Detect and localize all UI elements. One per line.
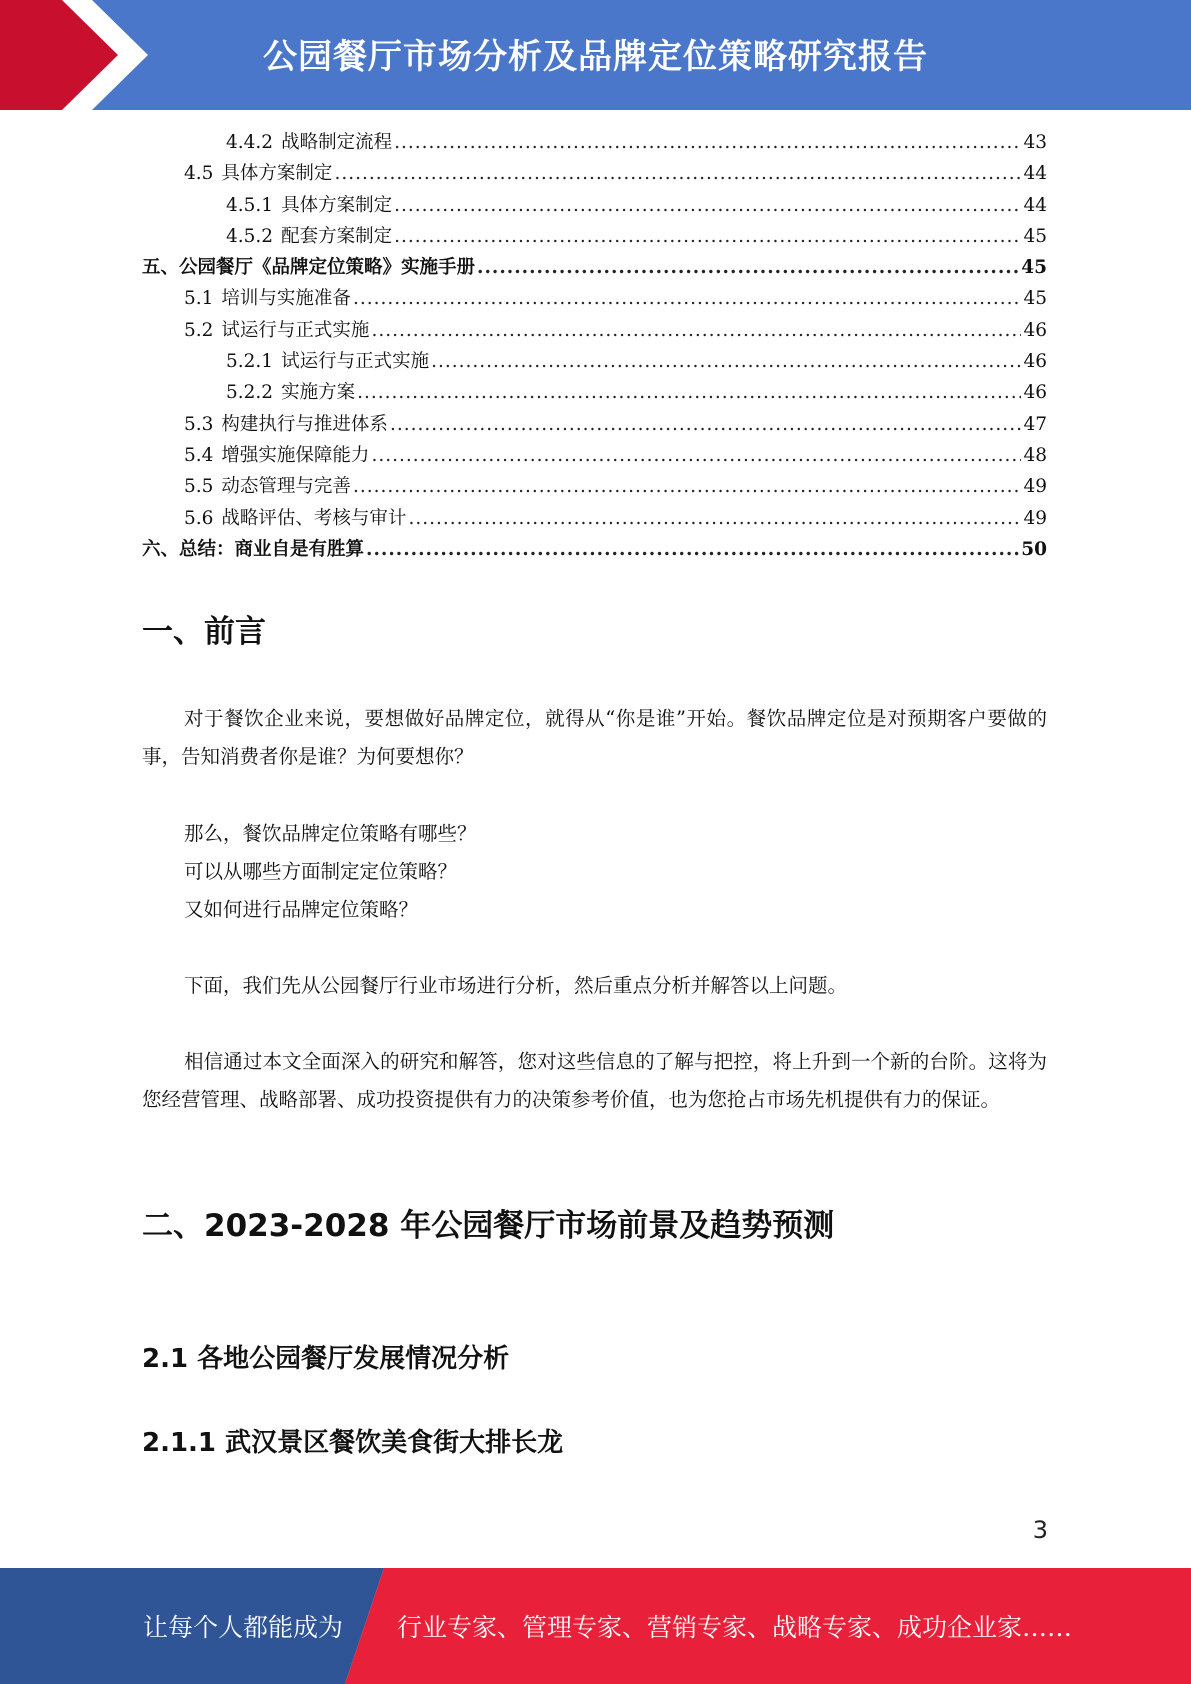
toc-page: 48 <box>1023 444 1047 466</box>
toc-page: 49 <box>1023 507 1047 529</box>
toc-title: 构建执行与推进体系 <box>221 413 388 435</box>
toc-number: 4.4.2 <box>226 132 274 153</box>
toc-leader <box>353 476 1022 497</box>
toc-title: 六、总结：商业自是有胜算 <box>142 538 365 560</box>
toc-entry-5-2-2[interactable] <box>142 378 1047 409</box>
toc-entry-chapter-5[interactable] <box>142 253 1047 284</box>
toc-title: 战略制定流程 <box>281 132 393 153</box>
toc-leader <box>353 288 1022 309</box>
toc-page: 45 <box>1021 257 1047 279</box>
toc-entry-4-4-2[interactable] <box>142 128 1047 159</box>
toc-page: 50 <box>1021 538 1047 560</box>
toc-title: 试运行与正式实施 <box>221 319 370 341</box>
toc-leader <box>394 132 1021 153</box>
document-title: 公园餐厅市场分析及品牌定位策略研究报告 <box>263 36 928 77</box>
toc-number: 5.5 <box>184 476 214 498</box>
paragraph-value: 相信通过本文全面深入的研究和解答，您对这些信息的了解与把控，将上升到一个新的台阶。这将为您经营管理、战略部署、成功投资提供有力的决策参考价值，也为您抢占市场先机提供有力的保证。 <box>142 1050 1047 1111</box>
toc-page: 49 <box>1023 476 1047 498</box>
toc-title: 具体方案制定 <box>281 194 393 216</box>
toc-entry-5-4[interactable] <box>142 441 1047 472</box>
toc-page: 44 <box>1023 163 1047 185</box>
toc-number: 5.1 <box>184 288 214 310</box>
toc-title: 实施方案 <box>281 382 356 404</box>
toc-number: 5.4 <box>184 444 214 466</box>
toc-leader <box>390 414 1022 435</box>
heading-section-2-1: 2.1 各地公园餐厅发展情况分析 <box>142 1344 510 1374</box>
toc-entry-5-2[interactable] <box>142 316 1047 347</box>
toc-entry-5-3[interactable] <box>142 410 1047 441</box>
toc-number: 5.2 <box>184 319 214 341</box>
toc-entry-4-5-1[interactable] <box>142 191 1047 222</box>
page-footer <box>0 1568 1191 1684</box>
toc-number: 5.3 <box>184 413 214 435</box>
toc-number: 4.5.2 <box>226 225 274 247</box>
paragraph-intro: 对于餐饮企业来说，要想做好品牌定位，就得从“你是谁”开始。餐饮品牌定位是对预期客户要做的事，告知消费者你是谁？为何要想你？ <box>142 707 1047 768</box>
question-line-1: 那么，餐饮品牌定位策略有哪些？ <box>184 822 477 845</box>
toc-leader <box>371 445 1021 466</box>
heading-section-2-1-1: 2.1.1 武汉景区餐饮美食街大排长龙 <box>142 1428 564 1458</box>
toc-page: 46 <box>1023 351 1047 373</box>
toc-number: 4.5.1 <box>226 194 274 216</box>
page-header <box>0 0 1191 110</box>
toc-entry-4-5-2[interactable] <box>142 222 1047 253</box>
toc-leader <box>477 257 1019 278</box>
toc-page: 46 <box>1023 319 1047 341</box>
toc-entry-chapter-6[interactable] <box>142 535 1047 566</box>
paragraph-analysis-plan: 下面，我们先从公园餐厅行业市场进行分析，然后重点分析并解答以上问题。 <box>184 974 848 997</box>
toc-title: 具体方案制定 <box>221 163 333 185</box>
toc-page: 43 <box>1023 132 1047 153</box>
toc-leader <box>408 508 1021 529</box>
heading-market-forecast: 二、2023-2028 年公园餐厅市场前景及趋势预测 <box>142 1208 835 1244</box>
question-line-3: 又如何进行品牌定位策略？ <box>184 898 419 921</box>
toc-entry-4-5[interactable] <box>142 159 1047 190</box>
toc-page: 44 <box>1023 194 1047 216</box>
toc-title: 战略评估、考核与审计 <box>221 507 407 529</box>
toc-entry-5-2-1[interactable] <box>142 347 1047 378</box>
toc-page: 47 <box>1023 413 1047 435</box>
toc-leader <box>357 382 1021 403</box>
toc-leader <box>394 195 1021 216</box>
page-number: 3 <box>1032 1516 1048 1544</box>
toc-leader <box>366 539 1019 560</box>
footer-slogan-right: 行业专家、管理专家、营销专家、战略专家、成功企业家…… <box>397 1613 1073 1642</box>
toc-leader <box>371 320 1021 341</box>
toc-number: 5.2.1 <box>226 351 274 373</box>
toc-leader <box>394 226 1021 247</box>
heading-preface: 一、前言 <box>142 614 266 650</box>
toc-title: 增强实施保障能力 <box>221 444 370 466</box>
question-line-2: 可以从哪些方面制定定位策略？ <box>184 860 458 883</box>
toc-entry-5-6[interactable] <box>142 504 1047 535</box>
toc-number: 4.5 <box>184 163 214 185</box>
toc-entry-5-1[interactable] <box>142 284 1047 315</box>
toc-number: 5.2.2 <box>226 382 274 404</box>
toc-page: 46 <box>1023 382 1047 404</box>
table-of-contents <box>142 128 1047 566</box>
toc-title: 试运行与正式实施 <box>281 351 430 373</box>
toc-leader <box>431 351 1021 372</box>
toc-title: 配套方案制定 <box>281 225 393 247</box>
toc-leader <box>334 163 1021 184</box>
footer-slogan-left: 让每个人都能成为 <box>143 1613 344 1642</box>
toc-entry-5-5[interactable] <box>142 472 1047 503</box>
toc-title: 动态管理与完善 <box>221 476 351 498</box>
toc-title: 培训与实施准备 <box>221 288 351 310</box>
toc-page: 45 <box>1023 225 1047 247</box>
toc-title: 五、公园餐厅《品牌定位策略》实施手册 <box>142 257 476 279</box>
toc-number: 5.6 <box>184 507 214 529</box>
toc-page: 45 <box>1023 288 1047 310</box>
